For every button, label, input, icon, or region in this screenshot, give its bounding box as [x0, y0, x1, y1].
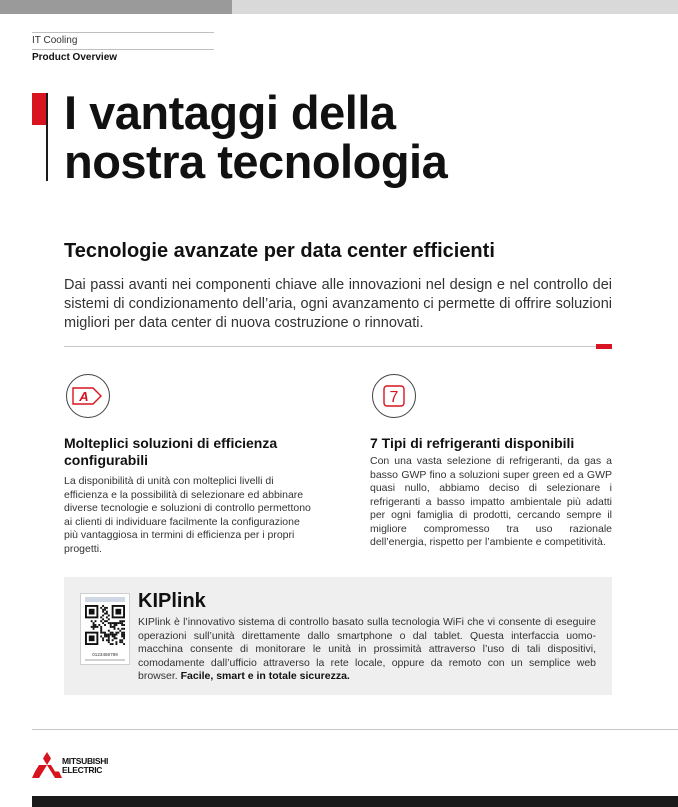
top-bar-dark [0, 0, 232, 14]
kiplink-description: KIPlink è l’innovativo sistema di controllo basato sulla tecnologia WiFi che vi consente di eseguire operazioni sull’unità direttamente dallo smartphone o dal tablet. Questa interfaccia uomo-macchina consente di monitorare le unità in prossimità attraverso l’uso di tali dispositivi, comodamente dall’ufficio attraverso la rete locale, oppure da remoto con un semplice web browser. [138, 616, 596, 682]
feature-text-refrigerants: Con una vasta selezione di refrigeranti, da gas a basso GWP fino a soluzioni super green ed a GWP quasi nullo, abbiamo deciso di selezionare i refrigeranti a basso impatto ambientale più adatti per ogni famiglia di prodotti, cercando sempre il migliore compromesso tra uso razionale dell’energia, rispetto per l’ambiente e competitività. [370, 455, 612, 548]
efficiency-class-a-icon [66, 374, 110, 418]
number-seven-icon [372, 374, 416, 418]
page-title [64, 88, 447, 186]
efficiency-label-shape [71, 386, 105, 406]
mitsubishi-diamonds-logo [32, 752, 62, 778]
page-title-line1: I vantaggi della [64, 86, 396, 139]
section-subtitle: Tecnologie avanzate per data center efficienti [64, 240, 495, 262]
efficiency-class-letter: A [79, 389, 89, 404]
intro-paragraph: Dai passi avanti nei componenti chiave alle innovazioni nel design e nel controllo dei sistemi di condizionamento dell’aria, ogni avanzamento ci permette di offrire soluzioni migliori per data center di nuova costruzione o rinnovati. [64, 277, 612, 331]
top-bar-light [232, 0, 678, 14]
breadcrumb-divider [32, 49, 214, 50]
page-title-line2: nostra tecnologia [64, 135, 448, 188]
brand-name-line2: ELECTRIC [62, 764, 103, 775]
kiplink-qr-card [80, 593, 130, 665]
feature-title-refrigerants: 7 Tipi di refrigeranti disponibili [370, 435, 575, 451]
seven-digit: 7 [389, 389, 399, 406]
divider-accent [596, 344, 612, 349]
brand-name [62, 757, 108, 774]
footer-divider [32, 729, 678, 730]
qr-code-icon [81, 594, 129, 664]
kiplink-highlight: Facile, smart e in totale sicurezza. [180, 670, 350, 682]
kiplink-title: KIPlink [138, 590, 206, 612]
feature-title-efficiency: Molteplici soluzioni di efficienza configurabili [64, 435, 278, 468]
breadcrumb-section: IT Cooling [32, 35, 78, 46]
breadcrumb-divider [32, 32, 214, 33]
bottom-bar [32, 796, 678, 807]
qr-code-number: 0123456789 [92, 652, 118, 657]
section-divider [64, 346, 596, 347]
breadcrumb-page: Product Overview [32, 52, 118, 63]
brand-name-line1: MITSUBISHI [62, 756, 109, 766]
seven-badge-shape [382, 384, 406, 408]
title-accent-line [46, 93, 48, 181]
title-accent-red [32, 93, 46, 125]
feature-text-efficiency: La disponibilità di unità con molteplici livelli di efficienza e la possibilità di selezionare ed abbinare diverse tecnologie e soluzioni di controllo permettono ai clienti di individuare facilmente la configurazione più vantaggiosa in termini di efficienza per i propri progetti. [64, 475, 311, 555]
kiplink-text [138, 616, 596, 684]
